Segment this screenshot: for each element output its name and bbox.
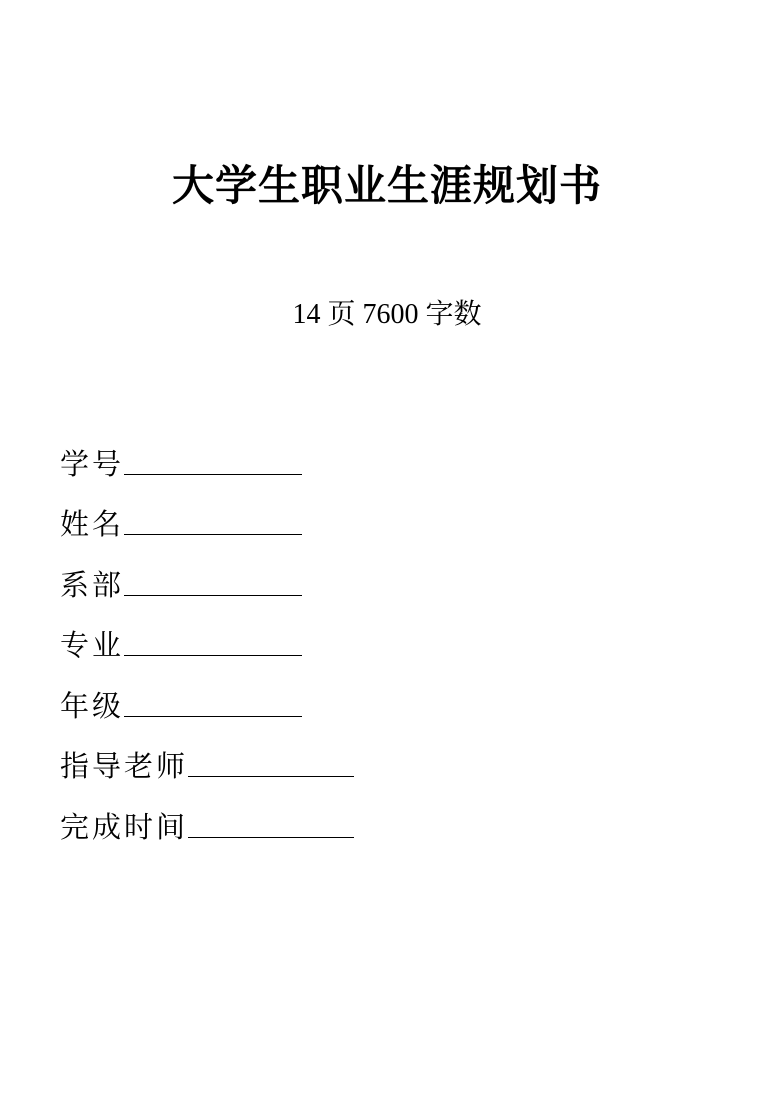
info-fields [60,425,660,849]
field-student-id [60,425,660,486]
field-major [60,607,660,668]
field-label: 姓名 [60,507,125,541]
field-label: 指导老师 [60,749,189,783]
document-subtitle: 14 页 7600 字数 [292,299,482,330]
blank-line [188,836,354,838]
blank-line [124,533,302,535]
field-completion-date [60,788,660,849]
field-name [60,486,660,547]
blank-line [124,715,302,717]
field-label: 系部 [60,567,125,602]
field-advisor [60,728,660,789]
field-department [60,546,660,607]
field-label: 专业 [60,628,125,662]
blank-line [124,654,302,656]
field-label: 完成时间 [60,809,189,844]
field-label: 学号 [60,446,125,481]
blank-line [124,473,302,475]
blank-line [188,775,354,777]
field-grade [60,667,660,728]
blank-line [124,594,302,596]
document-title: 大学生职业生涯规划书 [171,161,602,210]
field-label: 年级 [60,688,125,723]
